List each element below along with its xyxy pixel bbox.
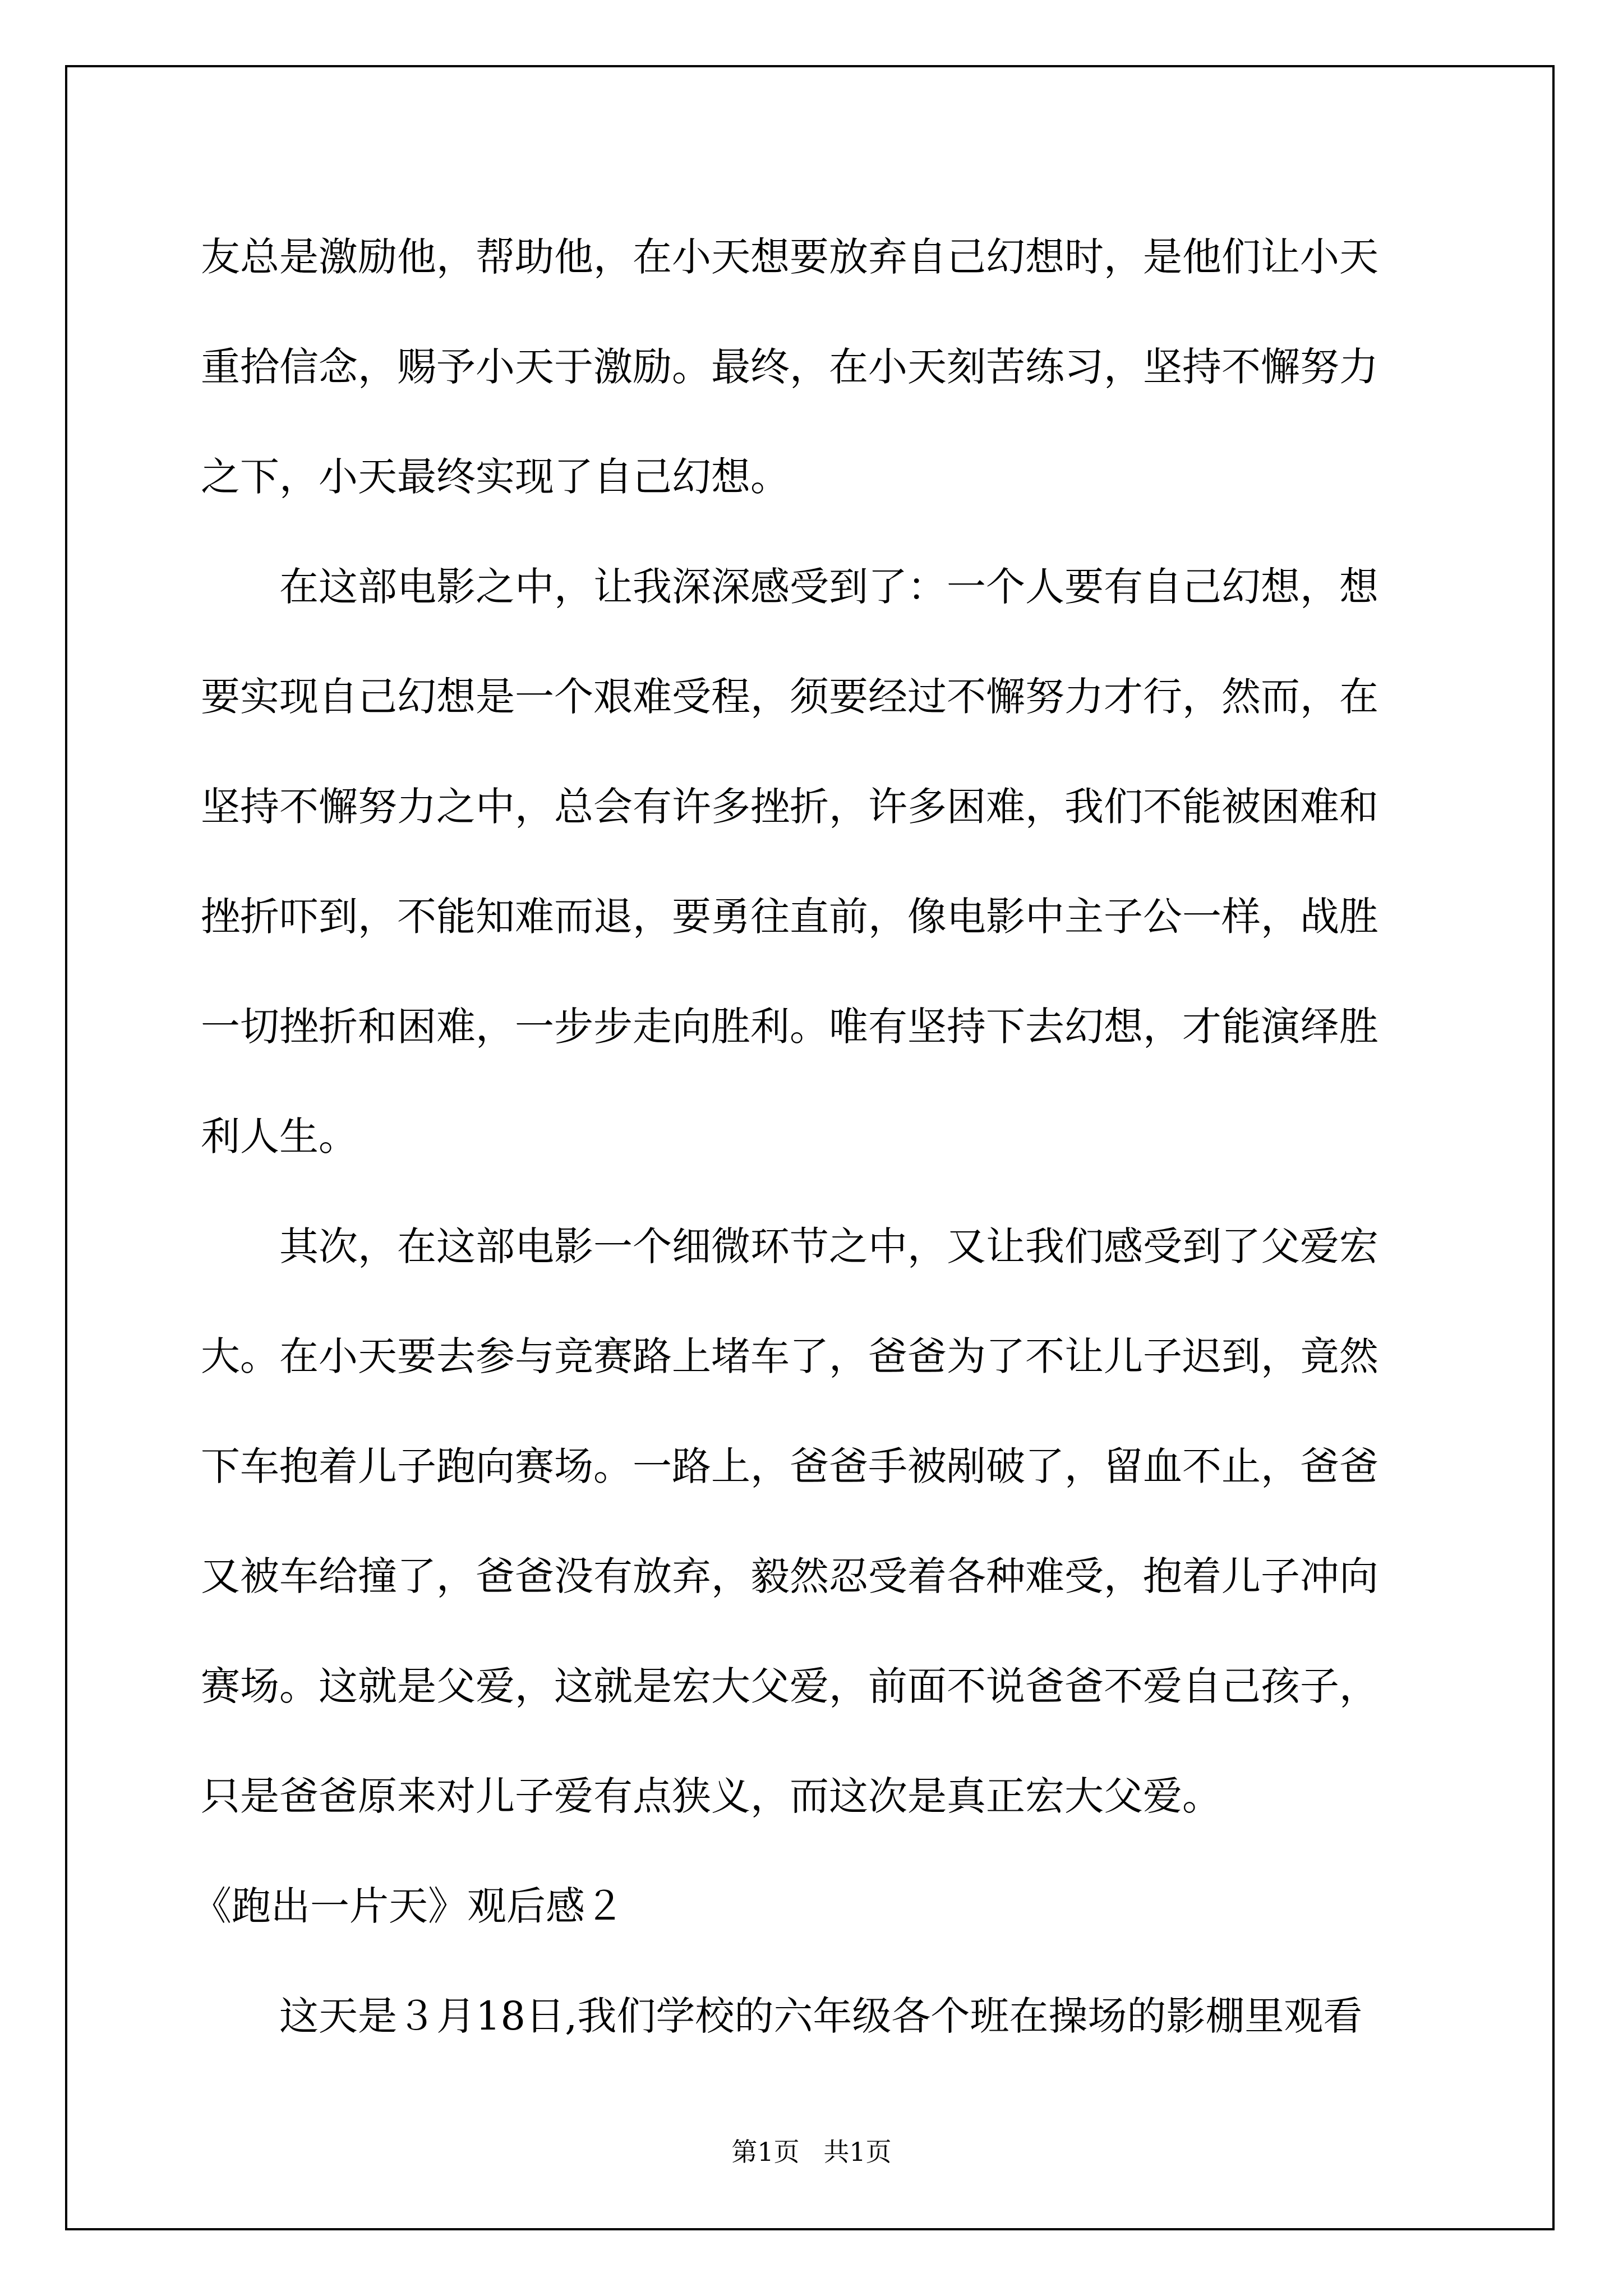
text-line: 之下，小天最终实现了自己幻想。 [201,454,790,500]
paragraph-start: 在这部电影之中，让我深深感受到了：一个人要有自己幻想，想 [279,564,1378,610]
text-line: 要实现自己幻想是一个艰难受程，须要经过不懈努力才行，然而，在 [201,674,1378,720]
page-total: 共1页 [823,2137,892,2167]
section-heading: 《跑出一片天》观后感２ [192,1883,624,1929]
paragraph-start: 其次，在这部电影一个细微环节之中，又让我们感受到了父爱宏 [279,1223,1378,1269]
text-line: 挫折吓到，不能知难而退，要勇往直前，像电影中主子公一样，战胜 [201,894,1378,940]
page-number: 第1页 [731,2137,800,2167]
text-line: 重拾信念，赐予小天于激励。最终，在小天刻苦练习，坚持不懈努力 [201,344,1378,390]
text-line: 坚持不懈努力之中，总会有许多挫折，许多困难，我们不能被困难和 [201,784,1378,830]
text-line: 只是爸爸原来对儿子爱有点狭义，而这次是真正宏大父爱。 [201,1773,1221,1819]
text-line: 友总是激励他，帮助他，在小天想要放弃自己幻想时，是他们让小天 [201,234,1378,280]
page-footer [0,2132,1623,2169]
text-line: 利人生。 [201,1114,358,1159]
text-line: 赛场。这就是父爱，这就是宏大父爱，前面不说爸爸不爱自己孩子， [201,1663,1378,1709]
text-line: 下车抱着儿子跑向赛场。一路上，爸爸手被剐破了，留血不止，爸爸 [201,1443,1378,1489]
paragraph-start: 这天是３月18日,我们学校的六年级各个班在操场的影棚里观看 [279,1993,1363,2039]
document-body [192,202,1435,2071]
text-line: 又被车给撞了，爸爸没有放弃，毅然忍受着各种难受，抱着儿子冲向 [201,1553,1378,1599]
text-line: 一切挫折和困难，一步步走向胜利。唯有坚持下去幻想，才能演绎胜 [201,1004,1378,1050]
text-line: 大。在小天要去参与竞赛路上堵车了，爸爸为了不让儿子迟到，竟然 [201,1333,1378,1379]
